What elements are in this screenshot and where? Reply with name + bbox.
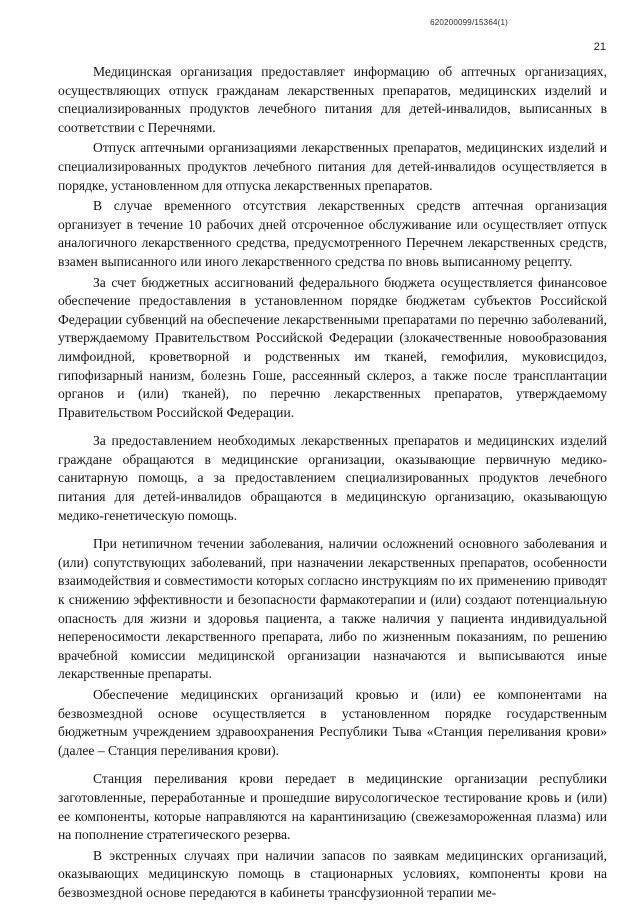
document-number: 620200099/15364(1) xyxy=(430,18,508,27)
paragraph-pharmacy-dispensing: Отпуск аптечными организациями лекарственных препаратов, медицинских изделий и специализированных продуктов лечебного питания для детей-инвалидов осуществляется в порядке, установленном для отпуска лекарственных препаратов. xyxy=(58,140,607,193)
paragraph-pharmacy-info: Медицинская организация предоставляет информацию об аптечных организациях, осуществляющих отпуск гражданам лекарственных препаратов, медицинских изделий и специализированных продуктов лечебного питания для детей-инвалидов, выписанных в соответствии с Перечнями. xyxy=(58,64,607,135)
paragraph-emergency-cases: В экстренных случаях при наличии запасов по заявкам медицинских организаций, оказывающих медицинскую помощь в стационарных условиях, компоненты крови на безвозмездной основе передаются в кабинеты трансфузионной терапии ме- xyxy=(58,847,607,900)
page-number: 21 xyxy=(593,41,606,53)
paragraph-federal-funding: За счет бюджетных ассигнований федерального бюджета осуществляется финансовое обеспечение предоставления в установленном порядке бюджетам субъектов Российской Федерации субвенций на обеспечение лекарственными препаратами по перечню заболеваний, утверждаемому Правительством Российской Федерации (злокачественные новообразования лимфоидной, кроветворной и родственных им тканей, гемофилия, муковисцидоз, гипофизарный нанизм, болезнь Гоше, рассеянный склероз, а также после трансплантации органов и (или) тканей), по перечню лекарственных препаратов, утверждаемому Правительством Российской Федерации. xyxy=(58,274,607,420)
paragraph-transfusion-station: Станция переливания крови передает в медицинские организации республики заготовленные, переработанные и прошедшие вирусологическое тестирование кровь и (или) ее компоненты, которые направляются на карантинизацию (свежезамороженная плазма) или на пополнение стратегического резерва. xyxy=(58,771,607,843)
paragraph-atypical-course: При нетипичном течении заболевания, наличии осложнений основного заболевания и (или) сопутствующих заболеваний, при назначении лекарственных препаратов, особенности взаимодействия и совместимости которых согласно инструкциям по их применению приводят к снижению эффективности и безопасности фармакотерапии и (или) создают потенциальную опасность для жизни и здоровья пациента, а также наличия у пациента индивидуальной непереносимости лекарственного препарата, либо по жизненным показаниям, по решению врачебной комиссии медицинской организации назначаются и выписываются иные лекарственные препараты. xyxy=(58,536,607,682)
paragraph-medicine-shortage: В случае временного отсутствия лекарственных средств аптечная организация организует в течение 10 рабочих дней отсроченное обслуживание или осуществляет отпуск аналогичного лекарственного средства, предусмотренного Перечнем лекарственных средств, взамен выписанного или иного лекарственного средства по вновь выписанному рецепту. xyxy=(58,198,607,269)
paragraph-blood-supply: Обеспечение медицинских организаций кровью и (или) ее компонентами на безвозмездной основе осуществляется в установленном порядке государственным бюджетным учреждением здравоохранения Республики Тыва «Станция переливания крови» (далее – Станция переливания крови). xyxy=(58,687,607,758)
paragraph-citizen-requests: За предоставлением необходимых лекарственных препаратов и медицинских изделий граждане обращаются в медицинские организации, оказывающие первичную медико-санитарную помощь, а за предоставлением специализированных продуктов лечебного питания для детей-инвалидов обращаются в медицинскую организацию, оказывающую медико-генетическую помощь. xyxy=(58,433,607,523)
document-body xyxy=(58,63,607,907)
